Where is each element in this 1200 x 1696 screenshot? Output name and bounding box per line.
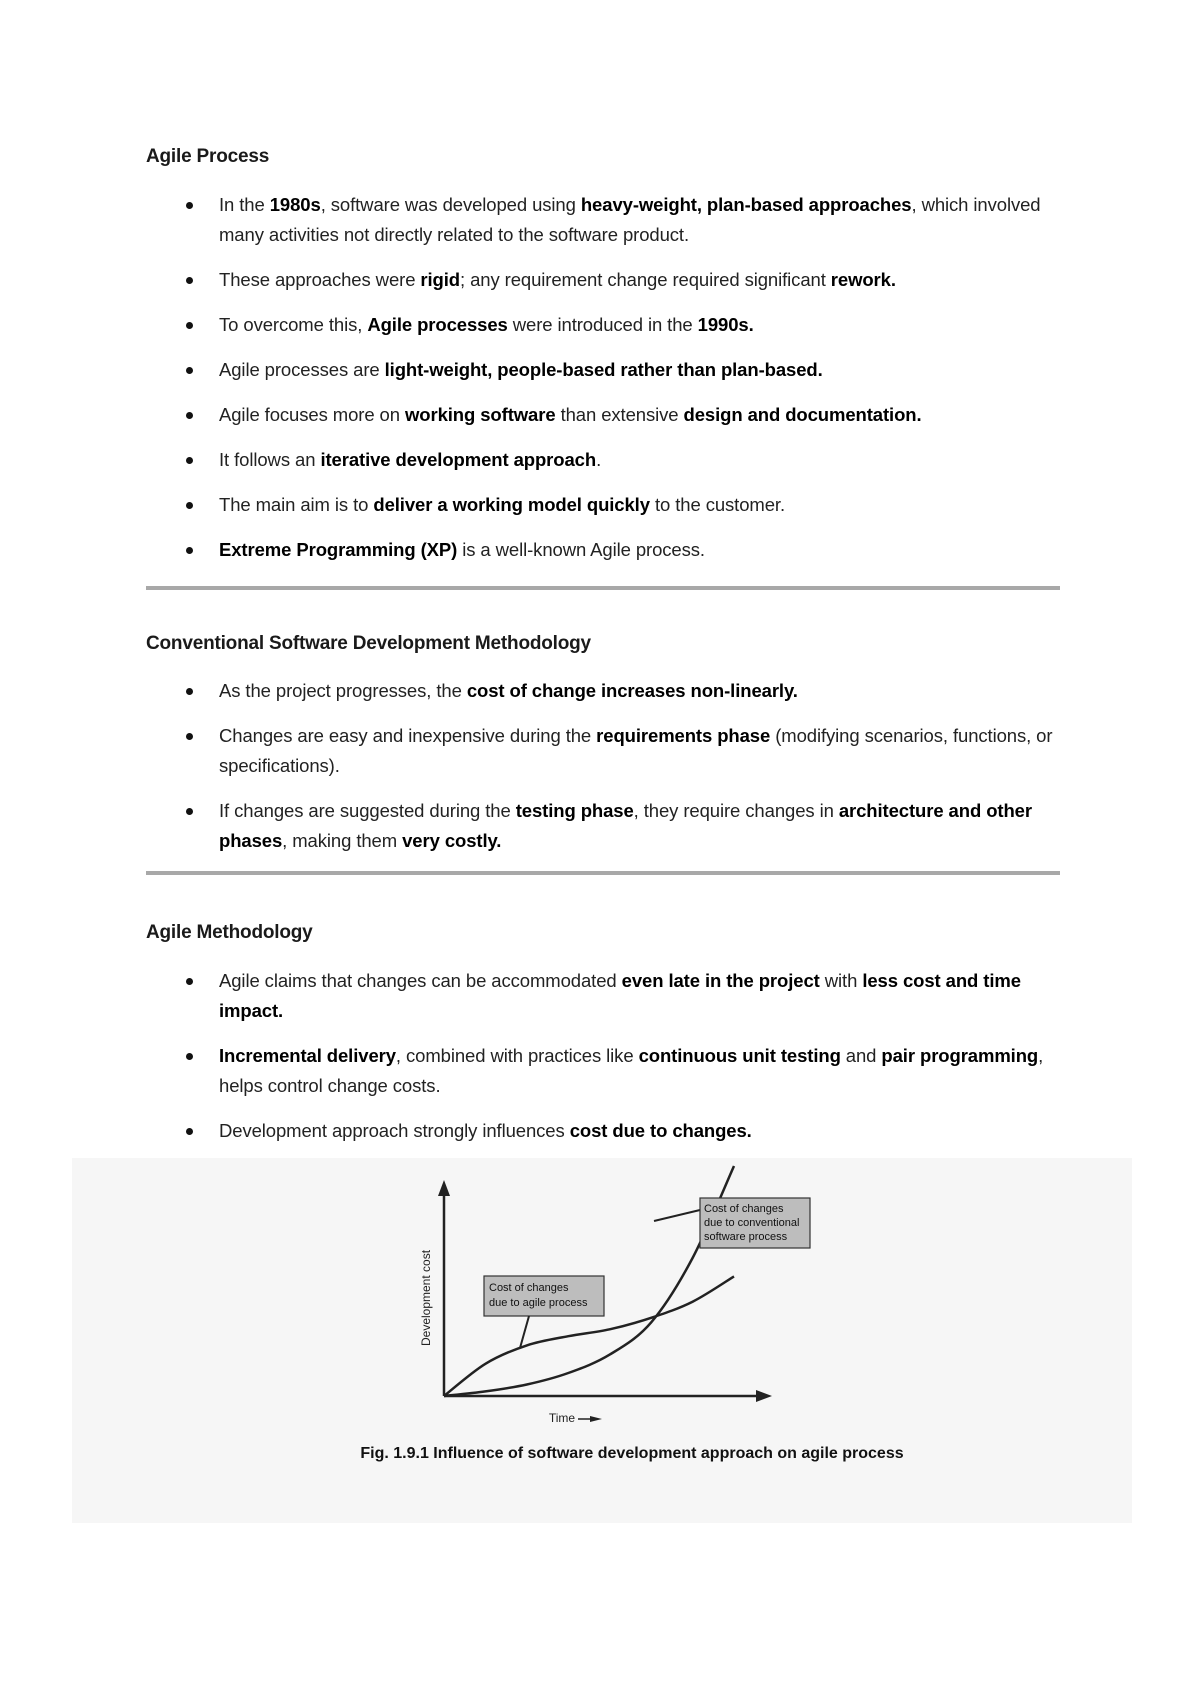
- body-text: Agile claims that changes can be accommodated: [219, 970, 622, 991]
- bullet-dot-icon: [186, 808, 193, 815]
- callout-agile-line-2: due to agile process: [489, 1297, 588, 1309]
- emphasis-text: cost due to changes.: [569, 1120, 752, 1141]
- emphasis-text: iterative development approach: [320, 449, 597, 470]
- bullet-dot-icon: [186, 978, 193, 985]
- bullet-item: [146, 490, 1060, 520]
- emphasis-text: very costly.: [402, 830, 502, 851]
- emphasis-text: Incremental delivery: [219, 1045, 396, 1066]
- y-axis-label: Development cost: [419, 1249, 433, 1347]
- emphasis-text: architecture and other phases: [219, 800, 1032, 851]
- body-text: Agile processes are: [219, 359, 385, 380]
- emphasis-text: design and documentation.: [683, 404, 922, 425]
- body-text: to the customer.: [649, 494, 785, 515]
- body-text: , they require changes in: [633, 800, 839, 821]
- body-text: If changes are suggested during the: [219, 800, 516, 821]
- callout-conventional-pointer: [654, 1210, 700, 1221]
- emphasis-text: light-weight, people-based rather than plan-based.: [384, 359, 823, 380]
- x-axis-label: Time: [548, 1411, 576, 1425]
- body-text: To overcome this,: [219, 314, 368, 335]
- bullet-item: [146, 721, 1060, 781]
- section-divider: [146, 586, 1060, 590]
- bullet-dot-icon: [186, 502, 193, 509]
- body-text: Agile focuses more on: [219, 404, 405, 425]
- emphasis-text: deliver a working model quickly: [373, 494, 650, 515]
- body-text: In the: [219, 194, 270, 215]
- body-text: Changes are easy and inexpensive during the: [219, 725, 597, 746]
- bullet-dot-icon: [186, 202, 193, 209]
- section-title-agile-process: Agile Process: [146, 146, 270, 167]
- body-text: and: [840, 1045, 882, 1066]
- bullet-item: [146, 445, 1060, 475]
- bullet-dot-icon: [186, 1128, 193, 1135]
- time-arrow-icon: [590, 1416, 602, 1422]
- bullet-dot-icon: [186, 412, 193, 419]
- x-axis-arrow-icon: [756, 1390, 772, 1402]
- emphasis-text: Agile processes: [367, 314, 508, 335]
- bullet-item: [146, 1041, 1060, 1101]
- bullet-item: [146, 535, 1060, 565]
- bullet-dot-icon: [186, 547, 193, 554]
- bullet-item: [146, 310, 1060, 340]
- body-text: It follows an: [219, 449, 321, 470]
- callout-conventional-line-3: software process: [704, 1231, 788, 1243]
- body-text: were introduced in the: [507, 314, 698, 335]
- body-text: (modifying scenarios, functions, or specifications).: [219, 725, 1053, 776]
- emphasis-text: rigid: [420, 269, 461, 290]
- bullet-dot-icon: [186, 688, 193, 695]
- body-text: , which involved many activities not directly related to the software product.: [219, 194, 1041, 245]
- emphasis-text: rework.: [830, 269, 896, 290]
- emphasis-text: cost of change increases non-linearly.: [466, 680, 798, 701]
- section-title-conventional: Conventional Software Development Methodology: [146, 633, 591, 654]
- body-text: , making them: [282, 830, 403, 851]
- bullet-item: [146, 676, 1060, 706]
- section-divider: [146, 871, 1060, 875]
- emphasis-text: even late in the project: [621, 970, 820, 991]
- agile-methodology-list: [146, 966, 1060, 1161]
- callout-agile-pointer: [520, 1316, 529, 1348]
- y-axis-arrow-icon: [438, 1180, 450, 1196]
- callout-conventional-line-1: Cost of changes: [704, 1203, 784, 1215]
- emphasis-text: heavy-weight, plan-based approaches: [580, 194, 912, 215]
- bullet-item: [146, 1116, 1060, 1146]
- callout-conventional-line-2: due to conventional: [704, 1217, 800, 1229]
- emphasis-text: less cost and time impact.: [219, 970, 1021, 1021]
- bullet-dot-icon: [186, 322, 193, 329]
- body-text: The main aim is to: [219, 494, 374, 515]
- bullet-item: [146, 966, 1060, 1026]
- figure-cost-of-change: [72, 1158, 1132, 1523]
- body-text: These approaches were: [219, 269, 421, 290]
- bullet-dot-icon: [186, 367, 193, 374]
- bullet-item: [146, 265, 1060, 295]
- cost-chart: [72, 1158, 1132, 1523]
- conventional-list: [146, 676, 1060, 871]
- body-text: Development approach strongly influences: [219, 1120, 570, 1141]
- bullet-item: [146, 190, 1060, 250]
- bullet-item: [146, 400, 1060, 430]
- body-text: As the project progresses, the: [219, 680, 467, 701]
- emphasis-text: requirements phase: [596, 725, 771, 746]
- body-text: , software was developed using: [320, 194, 581, 215]
- bullet-dot-icon: [186, 277, 193, 284]
- body-text: with: [819, 970, 863, 991]
- bullet-dot-icon: [186, 733, 193, 740]
- agile-process-list: [146, 190, 1060, 580]
- emphasis-text: 1990s.: [697, 314, 754, 335]
- figure-caption: Fig. 1.9.1 Influence of software development approach on agile process: [360, 1445, 904, 1462]
- bullet-dot-icon: [186, 457, 193, 464]
- body-text: , helps control change costs.: [219, 1045, 1044, 1096]
- emphasis-text: testing phase: [515, 800, 634, 821]
- bullet-item: [146, 355, 1060, 385]
- callout-agile-line-1: Cost of changes: [489, 1282, 569, 1294]
- section-title-agile-methodology: Agile Methodology: [146, 922, 313, 943]
- body-text: , combined with practices like: [395, 1045, 639, 1066]
- emphasis-text: continuous unit testing: [638, 1045, 841, 1066]
- body-text: is a well-known Agile process.: [457, 539, 705, 560]
- bullet-dot-icon: [186, 1053, 193, 1060]
- body-text: .: [596, 449, 602, 470]
- emphasis-text: 1980s: [269, 194, 321, 215]
- body-text: than extensive: [555, 404, 684, 425]
- body-text: ; any requirement change required significant: [460, 269, 831, 290]
- emphasis-text: Extreme Programming (XP): [219, 539, 458, 560]
- bullet-item: [146, 796, 1060, 856]
- emphasis-text: pair programming: [881, 1045, 1039, 1066]
- emphasis-text: working software: [404, 404, 556, 425]
